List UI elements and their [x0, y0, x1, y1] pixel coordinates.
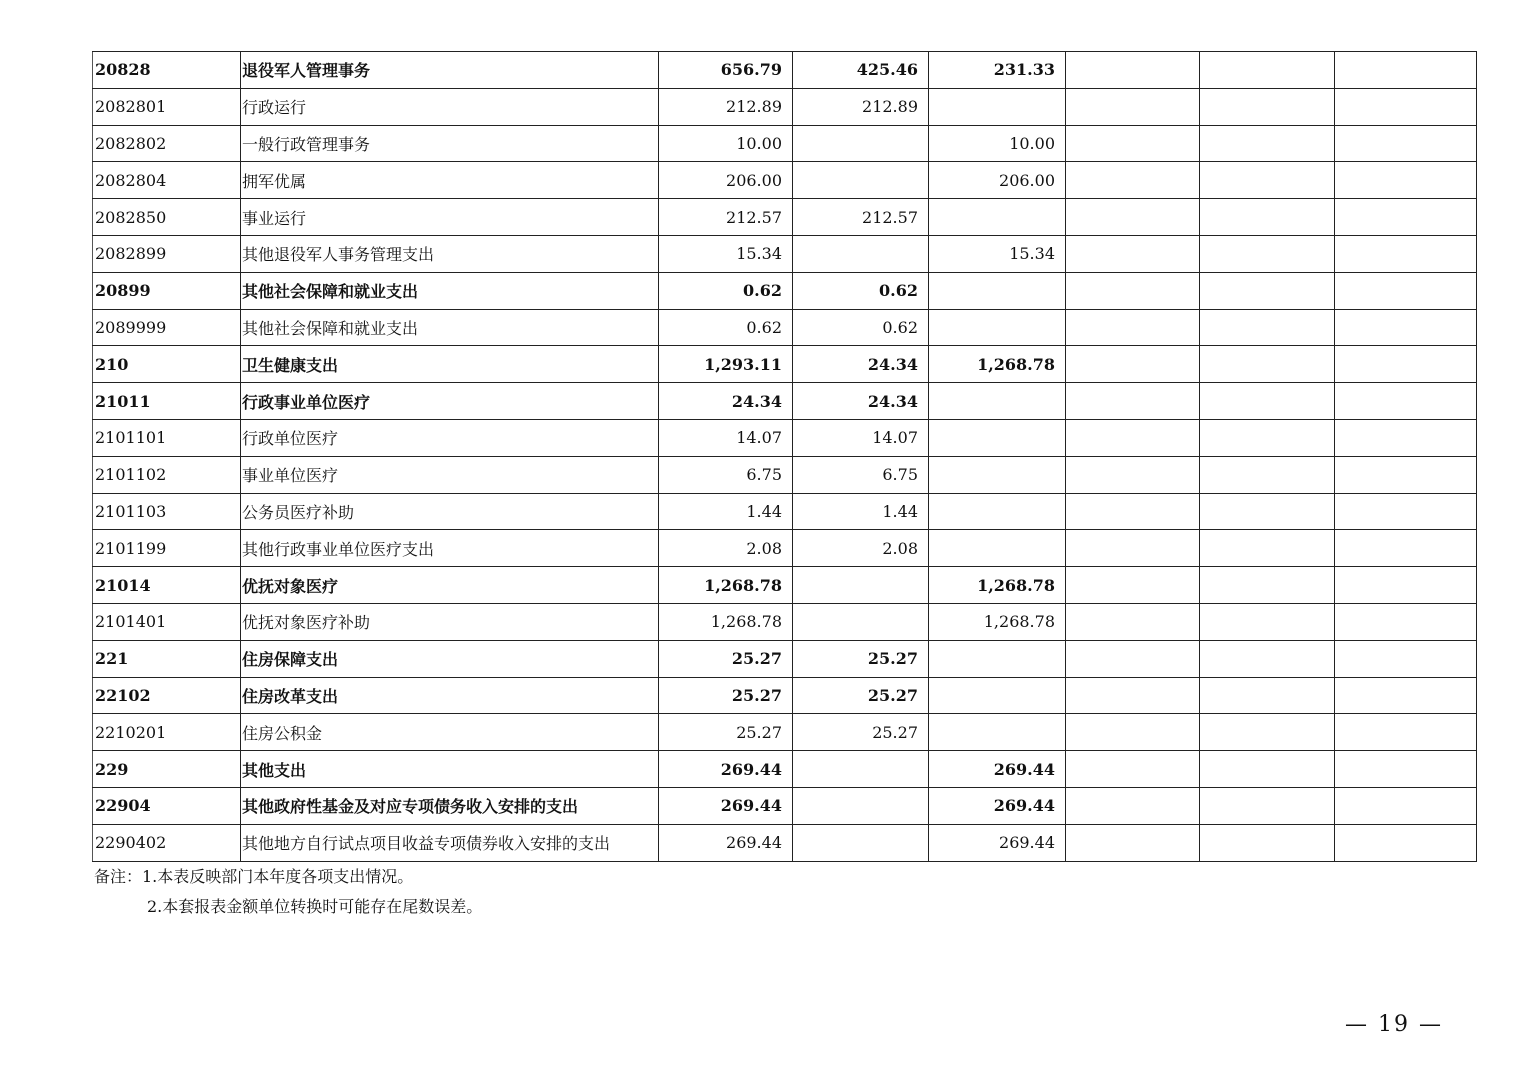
row-project-cell: 269.44: [929, 824, 1066, 861]
row-total-cell: 206.00: [659, 162, 793, 199]
row-basic-cell: [793, 567, 929, 604]
row-basic-cell: 25.27: [793, 714, 929, 751]
row-project-cell: [929, 456, 1066, 493]
row-empty-cell: [1335, 125, 1477, 162]
row-empty-cell: [1335, 677, 1477, 714]
row-name-cell: 其他社会保障和就业支出: [241, 272, 659, 309]
row-code-cell: 2089999: [93, 309, 241, 346]
table-row: [93, 309, 1477, 346]
row-project-cell: 1,268.78: [929, 346, 1066, 383]
row-name-cell: 公务员医疗补助: [241, 493, 659, 530]
row-empty-cell: [1066, 787, 1200, 824]
row-empty-cell: [1200, 125, 1335, 162]
row-name-cell: 事业运行: [241, 199, 659, 236]
row-project-cell: [929, 677, 1066, 714]
row-empty-cell: [1335, 493, 1477, 530]
row-empty-cell: [1200, 272, 1335, 309]
row-basic-cell: [793, 824, 929, 861]
row-total-cell: 2.08: [659, 530, 793, 567]
row-total-cell: 269.44: [659, 824, 793, 861]
table-body: [93, 52, 1477, 862]
row-total-cell: 10.00: [659, 125, 793, 162]
row-empty-cell: [1066, 383, 1200, 420]
row-name-cell: 住房公积金: [241, 714, 659, 751]
row-basic-cell: [793, 162, 929, 199]
row-project-cell: [929, 309, 1066, 346]
row-project-cell: 1,268.78: [929, 603, 1066, 640]
row-name-cell: 其他社会保障和就业支出: [241, 309, 659, 346]
row-empty-cell: [1066, 272, 1200, 309]
row-basic-cell: 24.34: [793, 383, 929, 420]
row-code-cell: 2101102: [93, 456, 241, 493]
row-empty-cell: [1066, 88, 1200, 125]
row-name-cell: 拥军优属: [241, 162, 659, 199]
row-name-cell: 行政运行: [241, 88, 659, 125]
page-number: — 19 —: [1345, 1012, 1443, 1037]
expenditure-table: [92, 51, 1477, 862]
row-basic-cell: 0.62: [793, 272, 929, 309]
row-empty-cell: [1066, 603, 1200, 640]
row-basic-cell: 212.57: [793, 199, 929, 236]
row-name-cell: 一般行政管理事务: [241, 125, 659, 162]
row-empty-cell: [1066, 419, 1200, 456]
row-total-cell: 212.57: [659, 199, 793, 236]
row-empty-cell: [1200, 383, 1335, 420]
row-empty-cell: [1066, 714, 1200, 751]
row-total-cell: 212.89: [659, 88, 793, 125]
row-empty-cell: [1066, 309, 1200, 346]
row-project-cell: 10.00: [929, 125, 1066, 162]
table-row: [93, 824, 1477, 861]
expenditure-table-container: [92, 51, 1476, 862]
row-project-cell: 269.44: [929, 787, 1066, 824]
row-empty-cell: [1335, 824, 1477, 861]
row-empty-cell: [1335, 456, 1477, 493]
row-empty-cell: [1066, 235, 1200, 272]
row-empty-cell: [1335, 162, 1477, 199]
table-row: [93, 567, 1477, 604]
row-empty-cell: [1200, 199, 1335, 236]
row-basic-cell: [793, 235, 929, 272]
row-code-cell: 2082802: [93, 125, 241, 162]
row-empty-cell: [1335, 751, 1477, 788]
row-name-cell: 其他行政事业单位医疗支出: [241, 530, 659, 567]
row-empty-cell: [1066, 52, 1200, 89]
row-basic-cell: [793, 751, 929, 788]
row-name-cell: 其他退役军人事务管理支出: [241, 235, 659, 272]
row-empty-cell: [1335, 199, 1477, 236]
row-project-cell: [929, 419, 1066, 456]
row-project-cell: [929, 272, 1066, 309]
note-line-2: 2.本套报表金额单位转换时可能存在尾数误差。: [147, 897, 483, 916]
row-code-cell: 20828: [93, 52, 241, 89]
row-empty-cell: [1335, 787, 1477, 824]
row-total-cell: 1,268.78: [659, 603, 793, 640]
table-row: [93, 88, 1477, 125]
table-row: [93, 530, 1477, 567]
row-empty-cell: [1335, 419, 1477, 456]
row-code-cell: 210: [93, 346, 241, 383]
row-project-cell: [929, 88, 1066, 125]
row-basic-cell: 0.62: [793, 309, 929, 346]
row-name-cell: 行政单位医疗: [241, 419, 659, 456]
row-empty-cell: [1200, 309, 1335, 346]
row-empty-cell: [1200, 88, 1335, 125]
row-code-cell: 2101101: [93, 419, 241, 456]
row-name-cell: 优抚对象医疗: [241, 567, 659, 604]
row-empty-cell: [1200, 235, 1335, 272]
row-project-cell: 1,268.78: [929, 567, 1066, 604]
row-code-cell: 2082801: [93, 88, 241, 125]
row-basic-cell: 2.08: [793, 530, 929, 567]
row-name-cell: 退役军人管理事务: [241, 52, 659, 89]
row-total-cell: 25.27: [659, 677, 793, 714]
row-code-cell: 21014: [93, 567, 241, 604]
row-empty-cell: [1335, 235, 1477, 272]
row-code-cell: 2082850: [93, 199, 241, 236]
row-total-cell: 1,293.11: [659, 346, 793, 383]
row-empty-cell: [1200, 787, 1335, 824]
row-empty-cell: [1335, 640, 1477, 677]
table-row: [93, 714, 1477, 751]
row-name-cell: 住房改革支出: [241, 677, 659, 714]
row-total-cell: 25.27: [659, 714, 793, 751]
row-project-cell: 206.00: [929, 162, 1066, 199]
row-empty-cell: [1200, 52, 1335, 89]
row-name-cell: 其他地方自行试点项目收益专项债券收入安排的支出: [241, 824, 659, 861]
row-empty-cell: [1066, 677, 1200, 714]
row-code-cell: 22904: [93, 787, 241, 824]
row-empty-cell: [1066, 125, 1200, 162]
row-code-cell: 2290402: [93, 824, 241, 861]
row-total-cell: 6.75: [659, 456, 793, 493]
row-empty-cell: [1200, 640, 1335, 677]
table-row: [93, 52, 1477, 89]
row-name-cell: 事业单位医疗: [241, 456, 659, 493]
table-row: [93, 346, 1477, 383]
row-project-cell: 269.44: [929, 751, 1066, 788]
row-basic-cell: 24.34: [793, 346, 929, 383]
row-empty-cell: [1066, 199, 1200, 236]
row-code-cell: 2082804: [93, 162, 241, 199]
row-empty-cell: [1335, 567, 1477, 604]
row-code-cell: 22102: [93, 677, 241, 714]
row-empty-cell: [1335, 309, 1477, 346]
row-empty-cell: [1200, 530, 1335, 567]
row-total-cell: 14.07: [659, 419, 793, 456]
row-total-cell: 24.34: [659, 383, 793, 420]
row-basic-cell: 212.89: [793, 88, 929, 125]
table-row: [93, 640, 1477, 677]
row-empty-cell: [1066, 824, 1200, 861]
row-empty-cell: [1066, 751, 1200, 788]
row-empty-cell: [1335, 52, 1477, 89]
row-empty-cell: [1335, 714, 1477, 751]
row-empty-cell: [1200, 493, 1335, 530]
row-empty-cell: [1066, 640, 1200, 677]
row-total-cell: 15.34: [659, 235, 793, 272]
row-basic-cell: 25.27: [793, 677, 929, 714]
row-basic-cell: [793, 125, 929, 162]
row-total-cell: 0.62: [659, 272, 793, 309]
table-row: [93, 456, 1477, 493]
table-row: [93, 383, 1477, 420]
row-code-cell: 20899: [93, 272, 241, 309]
row-name-cell: 行政事业单位医疗: [241, 383, 659, 420]
row-basic-cell: 25.27: [793, 640, 929, 677]
row-total-cell: 656.79: [659, 52, 793, 89]
row-project-cell: 231.33: [929, 52, 1066, 89]
row-empty-cell: [1200, 824, 1335, 861]
row-code-cell: 2082899: [93, 235, 241, 272]
note-line-1: 备注：1.本表反映部门本年度各项支出情况。: [94, 867, 414, 886]
row-empty-cell: [1200, 456, 1335, 493]
row-code-cell: 2101199: [93, 530, 241, 567]
table-notes: [94, 862, 482, 922]
row-empty-cell: [1200, 751, 1335, 788]
row-basic-cell: [793, 603, 929, 640]
row-empty-cell: [1335, 603, 1477, 640]
row-empty-cell: [1066, 567, 1200, 604]
row-project-cell: [929, 383, 1066, 420]
row-code-cell: 229: [93, 751, 241, 788]
table-row: [93, 199, 1477, 236]
table-row: [93, 272, 1477, 309]
row-basic-cell: 14.07: [793, 419, 929, 456]
table-row: [93, 493, 1477, 530]
row-empty-cell: [1335, 530, 1477, 567]
row-basic-cell: 1.44: [793, 493, 929, 530]
row-total-cell: 25.27: [659, 640, 793, 677]
row-empty-cell: [1066, 162, 1200, 199]
row-empty-cell: [1066, 530, 1200, 567]
table-row: [93, 162, 1477, 199]
row-basic-cell: [793, 787, 929, 824]
row-empty-cell: [1335, 383, 1477, 420]
row-code-cell: 2101401: [93, 603, 241, 640]
row-project-cell: [929, 530, 1066, 567]
table-row: [93, 603, 1477, 640]
table-row: [93, 235, 1477, 272]
row-empty-cell: [1200, 714, 1335, 751]
row-basic-cell: 425.46: [793, 52, 929, 89]
row-empty-cell: [1200, 567, 1335, 604]
row-name-cell: 住房保障支出: [241, 640, 659, 677]
row-total-cell: 0.62: [659, 309, 793, 346]
row-total-cell: 269.44: [659, 751, 793, 788]
row-empty-cell: [1200, 603, 1335, 640]
row-empty-cell: [1066, 346, 1200, 383]
row-code-cell: 2210201: [93, 714, 241, 751]
row-basic-cell: 6.75: [793, 456, 929, 493]
row-code-cell: 221: [93, 640, 241, 677]
table-row: [93, 125, 1477, 162]
row-name-cell: 其他支出: [241, 751, 659, 788]
row-empty-cell: [1066, 493, 1200, 530]
row-empty-cell: [1200, 419, 1335, 456]
row-project-cell: [929, 714, 1066, 751]
row-project-cell: [929, 493, 1066, 530]
table-row: [93, 677, 1477, 714]
row-empty-cell: [1335, 346, 1477, 383]
row-empty-cell: [1335, 88, 1477, 125]
row-total-cell: 1,268.78: [659, 567, 793, 604]
row-total-cell: 1.44: [659, 493, 793, 530]
row-name-cell: 其他政府性基金及对应专项债务收入安排的支出: [241, 787, 659, 824]
row-empty-cell: [1066, 456, 1200, 493]
row-empty-cell: [1335, 272, 1477, 309]
row-name-cell: 优抚对象医疗补助: [241, 603, 659, 640]
row-project-cell: 15.34: [929, 235, 1066, 272]
table-row: [93, 751, 1477, 788]
row-empty-cell: [1200, 677, 1335, 714]
row-name-cell: 卫生健康支出: [241, 346, 659, 383]
row-total-cell: 269.44: [659, 787, 793, 824]
table-row: [93, 787, 1477, 824]
row-project-cell: [929, 199, 1066, 236]
table-row: [93, 419, 1477, 456]
row-code-cell: 21011: [93, 383, 241, 420]
row-code-cell: 2101103: [93, 493, 241, 530]
row-empty-cell: [1200, 346, 1335, 383]
row-project-cell: [929, 640, 1066, 677]
row-empty-cell: [1200, 162, 1335, 199]
